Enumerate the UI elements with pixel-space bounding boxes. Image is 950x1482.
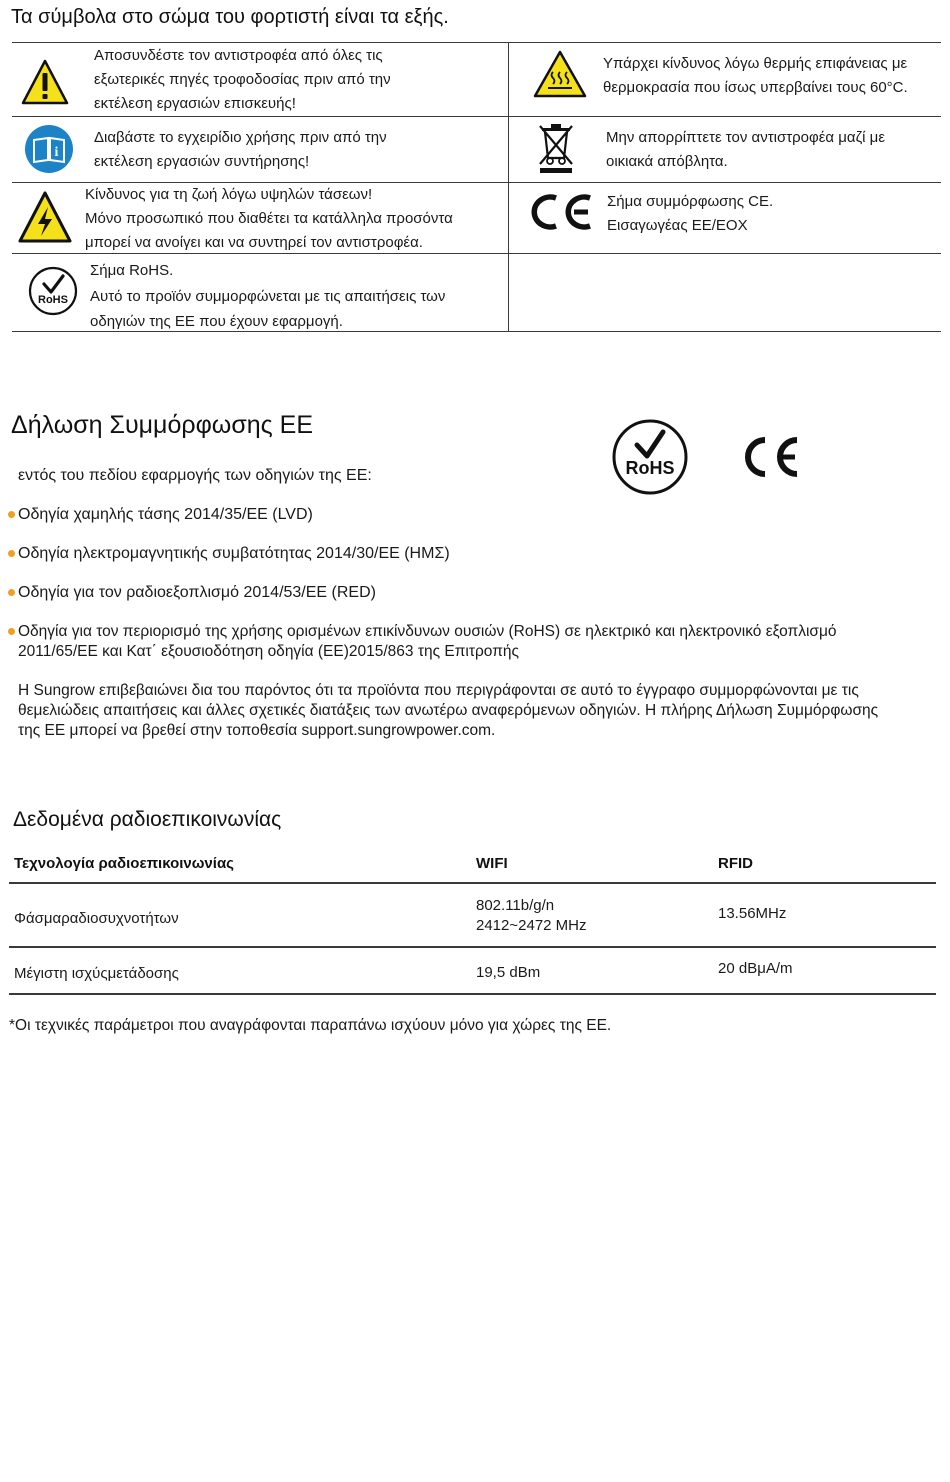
directive-item: Οδηγία για τον ραδιοεξοπλισμό 2014/53/ΕΕ (RED): [18, 584, 376, 601]
table-cell: 19,5 dBm: [476, 964, 541, 981]
table-rule: [12, 116, 941, 117]
ce-mark-icon: [530, 192, 594, 232]
high-voltage-text: Κίνδυνος για τη ζωή λόγω υψηλών τάσεων! Μόνο προσωπικό που διαθέτει τα κατάλληλα προσόντα μπορεί να ανοίγει και να συντηρεί τον αντιστροφέα.: [85, 186, 453, 251]
bullet-dot: [8, 628, 15, 635]
table-rule: [9, 993, 936, 995]
declaration-statement: Η Sungrow επιβεβαιώνει δια του παρόντος ότι τα προϊόντα που περιγράφονται σε αυτό το έγγραφο συμμορφώνονται με τις θεμελιώδεις απαιτήσεις και άλλες σχετικές διατάξεις των ανωτέρω αναφερόμενων οδηγιών. Η πλήρης Δήλωση Συμμόρφωσης της ΕΕ μπορεί να βρεθεί στην τοποθεσία support.sungrowpower.com.: [18, 682, 879, 739]
table-cell: 20 dBμA/m: [718, 960, 793, 977]
table-rule: [9, 946, 936, 948]
column-header: WIFI: [476, 855, 508, 872]
table-cell: 13.56MHz: [718, 905, 787, 922]
column-header: Τεχνολογία ραδιοεπικοινωνίας: [14, 855, 234, 872]
table-divider: [508, 42, 509, 332]
rohs-icon: [28, 266, 78, 316]
hot-surface-icon: [533, 50, 587, 98]
table-cell: Φάσμαραδιοσυχνοτήτων: [14, 910, 179, 927]
rohs-large-icon: [611, 418, 689, 496]
warning-icon: [21, 59, 69, 105]
footnote: *Οι τεχνικές παράμετροι που αναγράφονται παραπάνω ισχύουν μόνο για χώρες της ΕΕ.: [9, 1017, 612, 1034]
ce-text: Σήμα συμμόρφωσης CE. Εισαγωγέας ΕΕ/ΕΟΧ: [607, 193, 774, 234]
directive-item: Οδηγία χαμηλής τάσης 2014/35/ΕΕ (LVD): [18, 506, 313, 523]
bullet-dot: [8, 511, 15, 518]
declaration-heading: Δήλωση Συμμόρφωσης ΕΕ: [11, 411, 313, 439]
symbols-heading: Τα σύμβολα στο σώμα του φορτιστή είναι τα εξής.: [11, 6, 449, 28]
high-voltage-icon: [18, 191, 72, 243]
bullet-dot: [8, 589, 15, 596]
table-cell: 802.11b/g/n 2412~2472 MHz: [476, 897, 587, 934]
ce-large-icon: [740, 435, 800, 479]
directive-item: Οδηγία για τον περιορισμό της χρήσης ορισμένων επικίνδυνων ουσιών (RoHS) σε ηλεκτρικό και ηλεκτρονικό εξοπλισμό 2011/65/ΕΕ και Κατ΄ εξουσιοδότηση οδηγία (ΕΕ)2015/863 της Επιτροπής: [18, 623, 837, 660]
disconnect-text: Αποσυνδέστε τον αντιστροφέα από όλες τις εξωτερικές πηγές τροφοδοσίας πριν από την εκτέλεση εργασιών επισκευής!: [94, 47, 391, 112]
crossed-bin-icon: [536, 122, 576, 174]
directive-item: Οδηγία ηλεκτρομαγνητικής συμβατότητας 2014/30/ΕΕ (ΗΜΣ): [18, 545, 450, 562]
svg-text:RoHS: RoHS: [625, 458, 675, 478]
column-header: RFID: [718, 855, 753, 872]
manual-text: Διαβάστε το εγχειρίδιο χρήσης πριν από την εκτέλεση εργασιών συντήρησης!: [94, 129, 387, 170]
table-rule: [12, 42, 941, 43]
svg-text:i: i: [54, 145, 59, 160]
table-cell: Μέγιστη ισχύςμετάδοσης: [14, 965, 179, 982]
rohs-text: Σήμα RoHS. Αυτό το προϊόν συμμορφώνεται με τις απαιτήσεις των οδηγιών της ΕΕ που έχουν εφαρμογή.: [90, 262, 446, 330]
declaration-intro: εντός του πεδίου εφαρμογής των οδηγιών της ΕΕ:: [18, 467, 372, 484]
radio-heading: Δεδομένα ραδιοεπικοινωνίας: [13, 808, 282, 831]
hot-surface-text: Υπάρχει κίνδυνος λόγω θερμής επιφάνειας με θερμοκρασία που ίσως υπερβαίνει τους 60°C.: [603, 55, 908, 96]
manual-icon: [25, 125, 73, 173]
svg-text:RoHS: RoHS: [38, 294, 68, 306]
weee-text: Μην απορρίπτετε τον αντιστροφέα μαζί με οικιακά απόβλητα.: [606, 129, 886, 170]
table-rule: [9, 882, 936, 884]
bullet-dot: [8, 550, 15, 557]
